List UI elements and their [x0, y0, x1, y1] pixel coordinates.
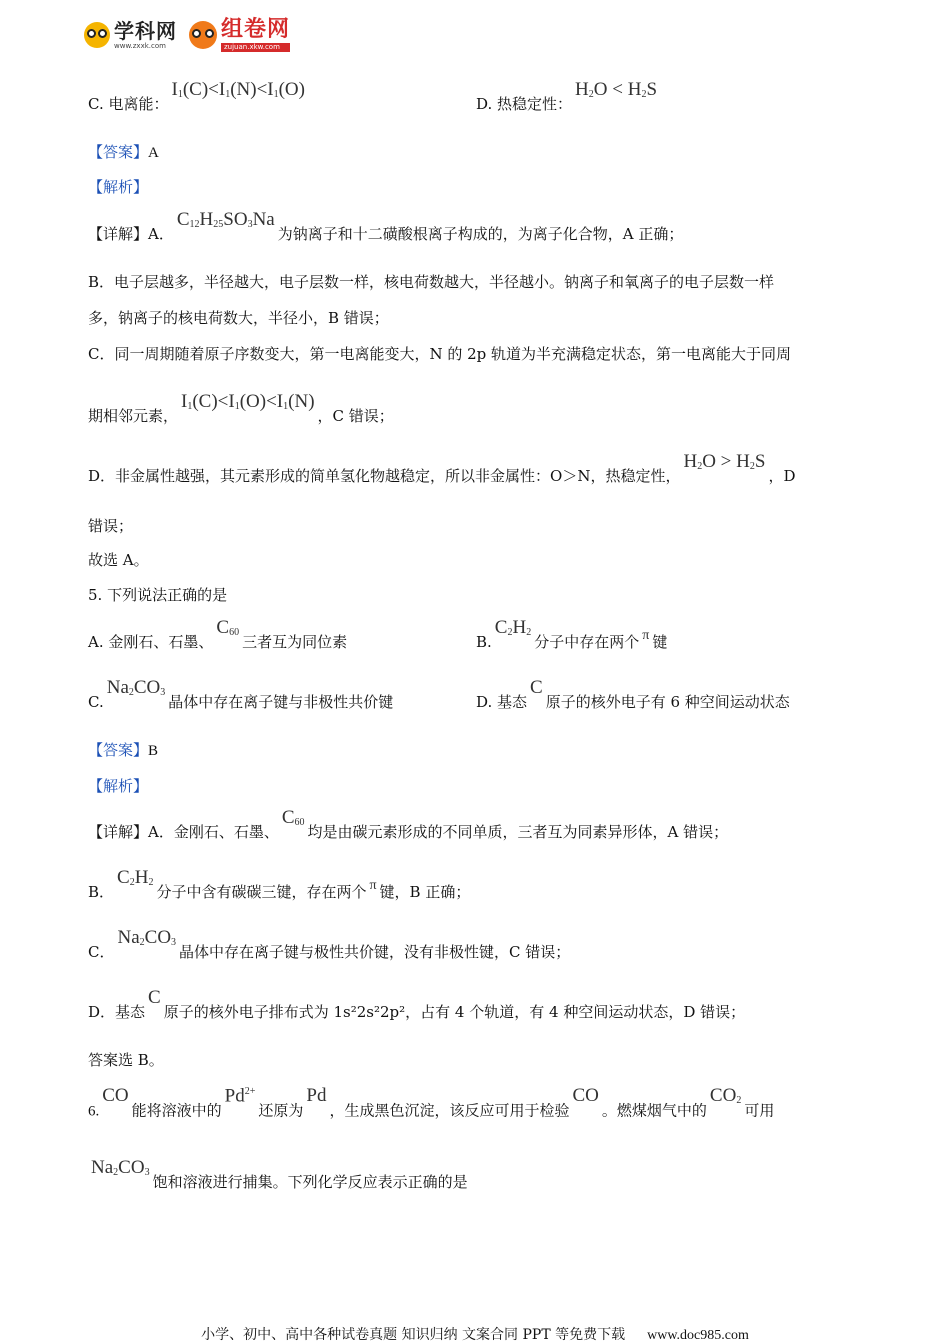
formula-ionization-order-1: $I_1(C)<I_1(N)<I_1(O)$: [171, 79, 305, 100]
q5-option-b: $B.C_2H_2$分子中存在两个 π 键: [476, 617, 668, 651]
q5-option-a: A. 金刚石、石墨、$C_{60}$三者互为同位素: [88, 617, 348, 651]
formula-c2h2: $C_2H_2$: [494, 617, 532, 638]
q6-stem-line1: 6.CO能将溶液中的$Pd^{2+}$还原为Pd，生成黑色沉淀，该反应可用于检验CO。燃煤烟气中的$CO_2$可用: [88, 1096, 774, 1125]
zujuan-logo[interactable]: [189, 16, 291, 52]
formula-c: C: [530, 677, 543, 698]
formula-pd: Pd: [306, 1085, 327, 1107]
formula-co: CO: [572, 1085, 599, 1107]
formula-co: CO: [102, 1085, 129, 1107]
formula-c2h2: $C_2H_2$: [117, 867, 154, 888]
logo1-text: 学科网: [114, 18, 177, 43]
owl-scholar-icon: [189, 21, 217, 49]
logo2-url: zujuan.xkw.com: [221, 43, 290, 52]
q6-stem-line2: $Na_2CO_3$饱和溶液进行捕集。下列化学反应表示正确的是: [91, 1157, 468, 1191]
q4-detail-b-1: B．电子层越多，半径越大，电子层数一样，核电荷数越大，半径越小。钠离子和氧离子的电子层数一样: [88, 273, 775, 291]
footer-text: 小学、初中、高中各种试卷真题 知识归纳 文案合同 PPT 等免费下载: [201, 1327, 626, 1343]
q4-detail-b-2: 多，钠离子的核电荷数大，半径小，B 错误；: [88, 309, 389, 327]
q5-detail-b: B．$C_2H_2$分子中含有碳碳三键，存在两个 π 键，B 正确；: [88, 867, 471, 901]
formula-c12h25so3na: $C_{12}H_{25}SO_3Na$: [176, 209, 275, 230]
q5-conclusion: 答案选 B。: [88, 1051, 164, 1069]
q5-detail-a: 【详解】A．金刚石、石墨、$C_{60}$均是由碳元素形成的不同单质，三者互为同素异形体，A 错误；: [88, 807, 729, 841]
q4-detail-c-1: C．同一周期随着原子序数变大，第一电离能变大，N 的 2p 轨道为半充满稳定状态，第一电离能大于同周: [88, 345, 792, 363]
q5-detail-d: D．基态C原子的核外电子排布式为 1s²2s²2p²，占有 4 个轨道，有 4 种空间运动状态，D 错误；: [88, 987, 746, 1021]
formula-h2o-gt-h2s: $H_2O > H_2S$: [683, 451, 766, 472]
formula-co2: $CO_2$: [709, 1085, 742, 1107]
page-footer: [0, 1324, 950, 1344]
q5-option-d: D. 基态C原子的核外电子有 6 种空间运动状态: [476, 677, 790, 711]
q5-analysis-label: 【解析】: [88, 777, 149, 795]
formula-h2o-lt-h2s: $H_2O < H_2S$: [575, 79, 658, 100]
owl-mascot-icon: [84, 22, 110, 48]
q4-option-c: C. 电离能：$I_1(C)<I_1(N)<I_1(O)$: [88, 79, 305, 113]
header-logos: [84, 14, 290, 56]
formula-na2co3: $Na_2CO_3$: [106, 677, 166, 698]
pi-symbol: π: [642, 628, 650, 643]
q4-detail-d-2: 错误；: [88, 517, 134, 535]
q5-answer: 【答案】B: [88, 741, 159, 759]
q4-detail-a: 【详解】A．$C_{12}H_{25}SO_3Na$为钠离子和十二磺酸根离子构成的，为离子化合物，A 正确；: [88, 209, 684, 243]
q4-conclusion: 故选 A。: [88, 551, 149, 569]
pi-symbol: π: [369, 878, 377, 893]
q4-analysis-label: 【解析】: [88, 178, 149, 196]
q5-detail-c: C．$Na_2CO_3$晶体中存在离子键与极性共价键，没有非极性键，C 错误；: [88, 927, 571, 961]
q5-option-c: $C.Na_2CO_3$晶体中存在离子键与非极性共价键: [88, 677, 394, 711]
q4-detail-d-1: D．非金属性越强，其元素形成的简单氢化物越稳定，所以非金属性：O＞N，热稳定性，$H_2O > H_2S$，D: [88, 451, 796, 485]
formula-na2co3: $Na_2CO_3$: [117, 927, 177, 948]
logo2-text: 组卷网: [221, 16, 291, 42]
formula-ionization-order-2: $I_1(C)<I_1(O)<I_1(N)$: [181, 391, 315, 412]
formula-c60: $C_{60}$: [216, 617, 240, 638]
formula-na2co3: $Na_2CO_3$: [91, 1157, 150, 1178]
formula-pd2plus: $Pd^{2+}$: [224, 1085, 256, 1107]
logo1-url: www.zxxk.com: [114, 41, 166, 50]
footer-url[interactable]: www.doc985.com: [647, 1328, 749, 1343]
q4-option-d: D. 热稳定性：$H_2O < H_2S$: [476, 79, 658, 113]
formula-c60: $C_{60}$: [281, 807, 305, 828]
zxxk-logo[interactable]: [84, 18, 177, 50]
formula-c: C: [148, 987, 161, 1008]
q5-stem: 5. 下列说法正确的是: [88, 586, 228, 604]
q4-detail-c-2: 期相邻元素，$I_1(C)<I_1(O)<I_1(N)$，C 错误；: [88, 391, 394, 425]
q4-answer: 【答案】A: [88, 143, 159, 161]
